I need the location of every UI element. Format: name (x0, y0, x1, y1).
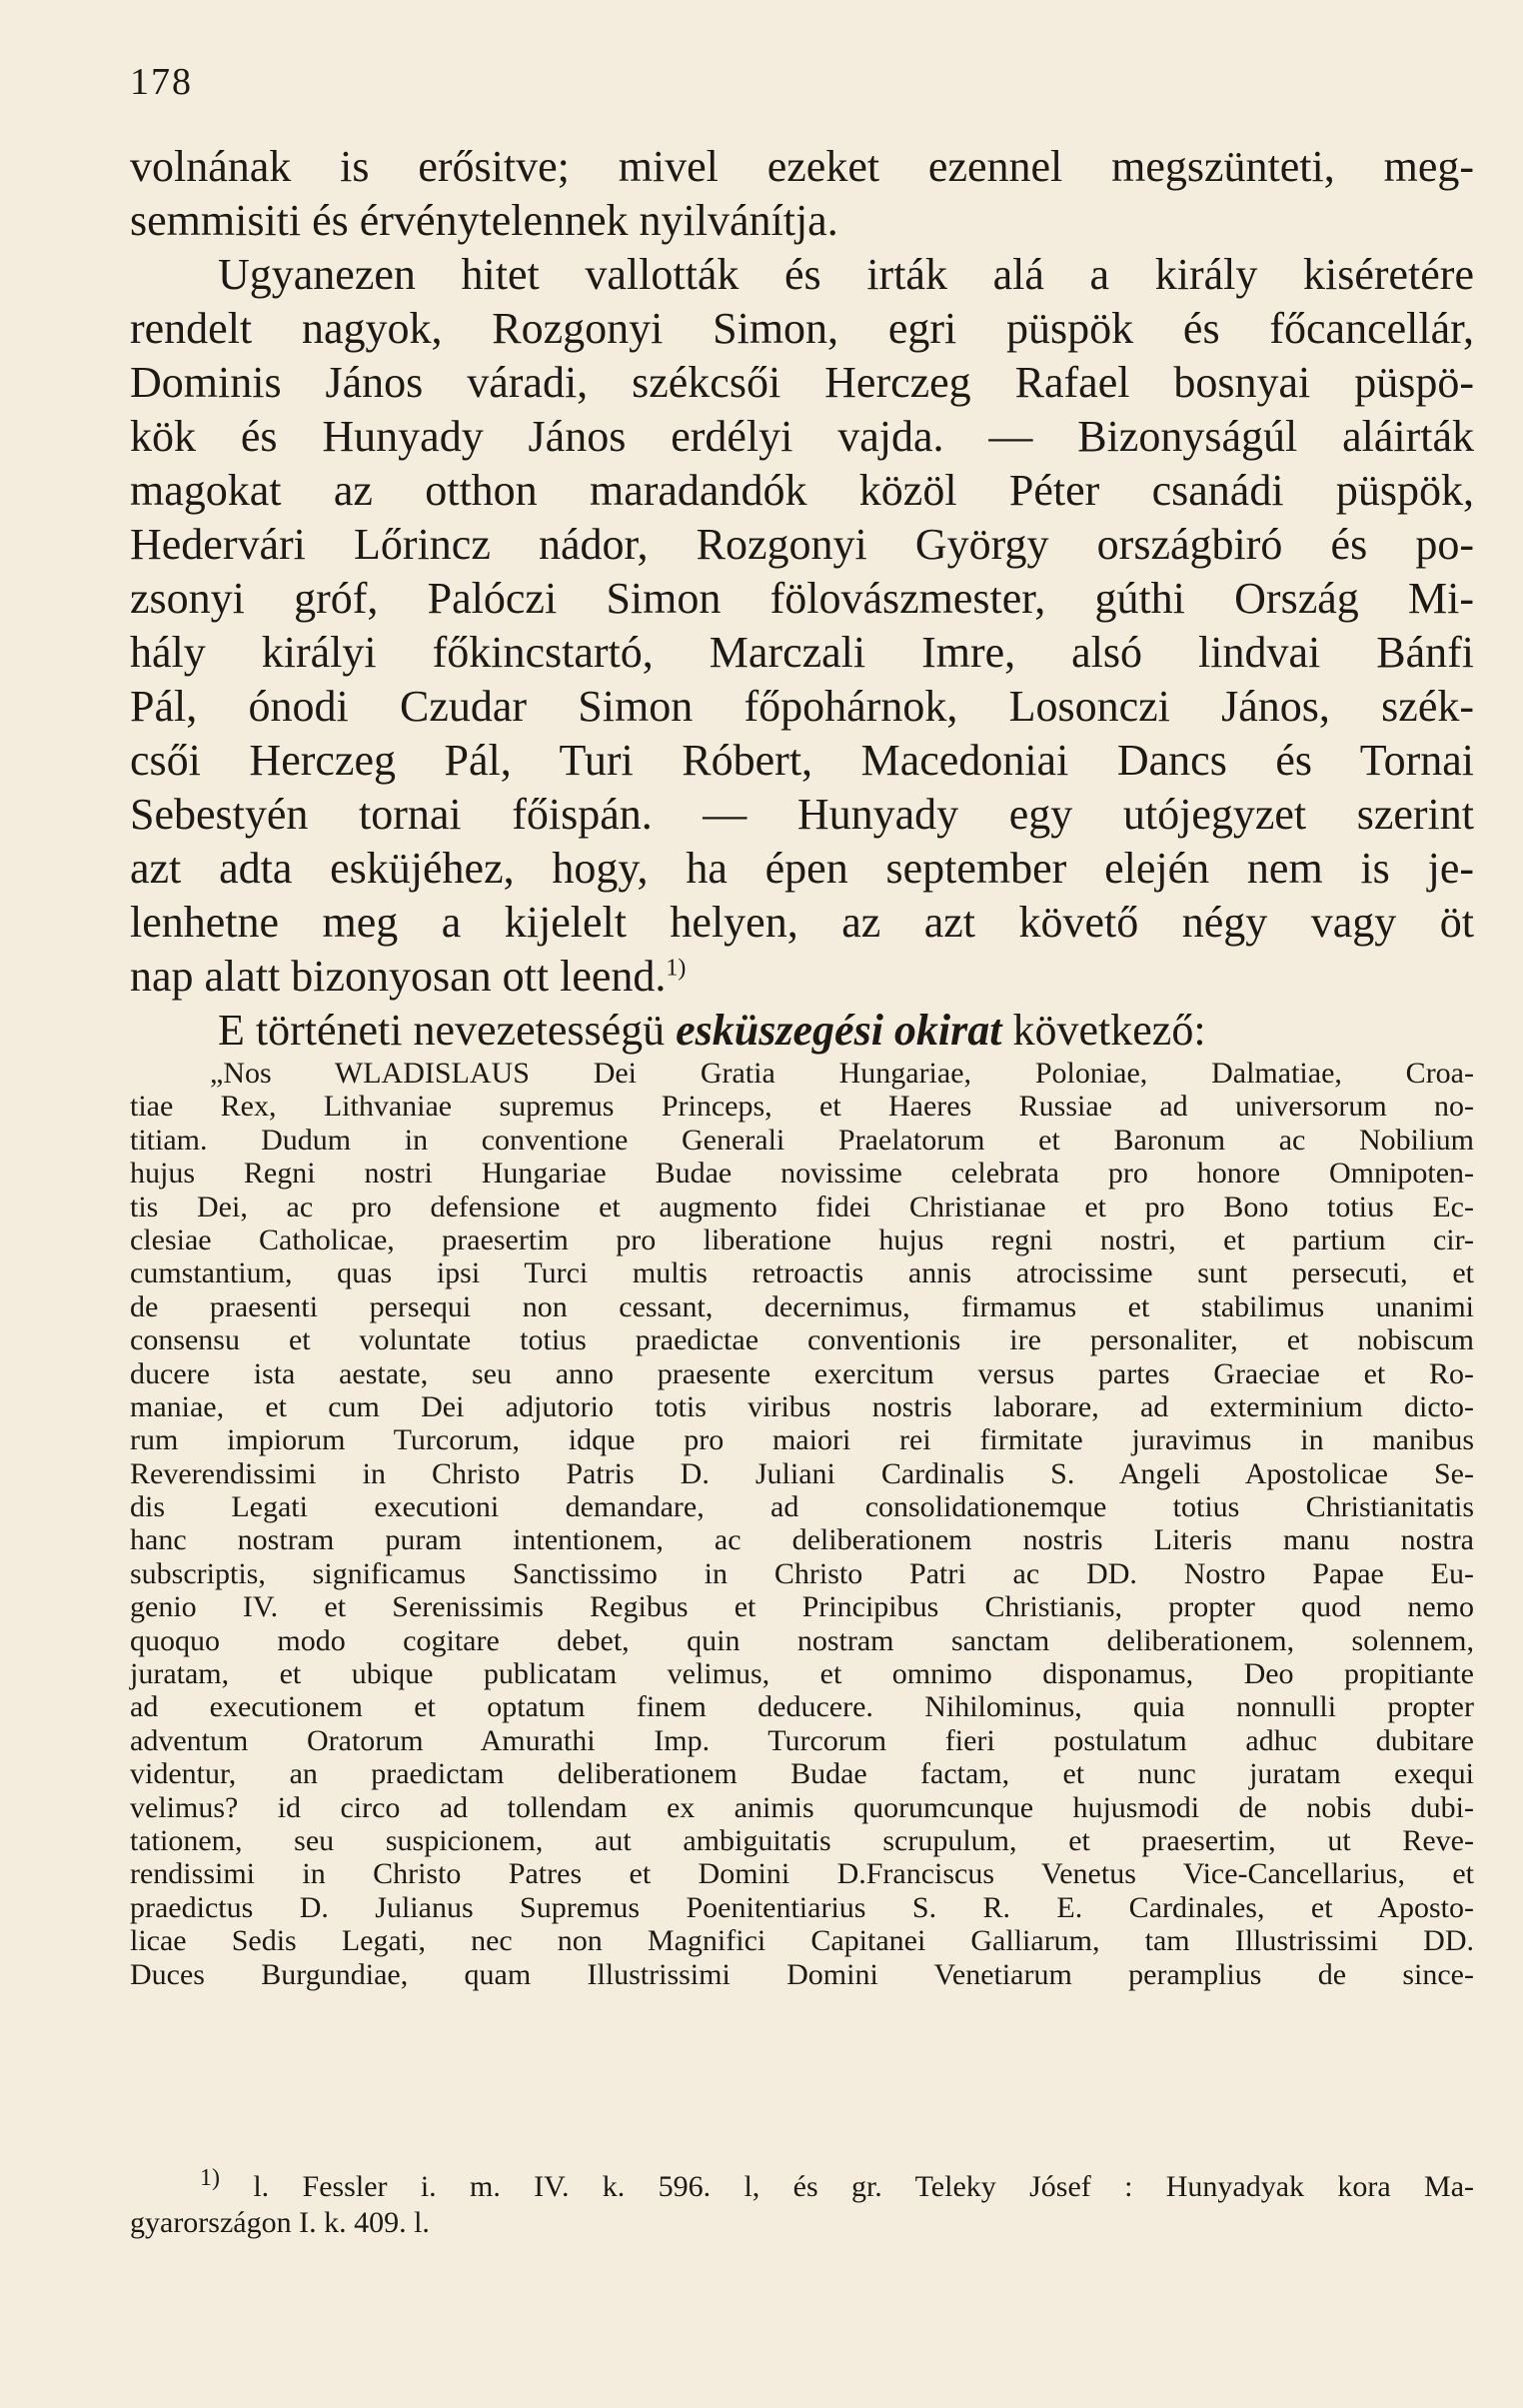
text-line: csői Herczeg Pál, Turi Róbert, Macedoniai Dancs és Tornai (130, 736, 1474, 785)
footnote-marker: 1) (200, 2165, 220, 2191)
latin-line: cumstantium, quas ipsi Turci multis retroactis annis atrocissime sunt persecuti, et (130, 1256, 1474, 1290)
footnote-block (130, 2165, 1475, 2241)
latin-line: tis Dei, ac pro defensione et augmento fidei Christianae et pro Bono totius Ec- (130, 1190, 1474, 1223)
latin-line: maniae, et cum Dei adjutorio totis viribus nostris laborare, ad exterminium dicto- (130, 1389, 1474, 1423)
text-line: Ugyanezen hitet vallották és irták alá a király kiséretére (218, 250, 1474, 299)
latin-line: videntur, an praedictam deliberationem Budae factam, et nunc juratam exequi (130, 1757, 1474, 1791)
latin-line: consensu et voluntate totius praedictae conventionis ire personaliter, et nobiscum (130, 1323, 1474, 1357)
text-line: Sebestyén tornai főispán. — Hunyady egy utójegyzet szerint (130, 790, 1474, 839)
latin-line: tationem, seu suspicionem, aut ambiguitatis scrupulum, et praesertim, ut Reve- (130, 1823, 1474, 1857)
latin-line: „Nos WLADISLAUS Dei Gratia Hungariae, Poloniae, Dalmatiae, Croa- (210, 1057, 1474, 1090)
latin-line: licae Sedis Legati, nec non Magnifici Capitanei Galliarum, tam Illustrissimi DD. (130, 1924, 1474, 1958)
footnote-line: gyarországon I. k. 409. l. (130, 2206, 430, 2239)
latin-line: praedictus D. Julianus Supremus Poenitentiarius S. R. E. Cardinales, et Aposto- (130, 1890, 1474, 1924)
latin-line: de praesenti persequi non cessant, decernimus, firmamus et stabilimus unanimi (130, 1289, 1474, 1323)
intro-emphasis: esküszegési okirat (676, 1006, 1002, 1055)
text-line: lenhetne meg a kijelelt helyen, az azt követő négy vagy öt (130, 898, 1474, 947)
latin-line: rum impiorum Turcorum, idque pro maiori rei firmitate juravimus in manibus (130, 1423, 1474, 1457)
text-line: nap alatt bizonyosan ott leend. (130, 952, 667, 1001)
latin-line: hujus Regni nostri Hungariae Budae novissime celebrata pro honore Omnipoten- (130, 1157, 1474, 1191)
latin-line: clesiae Catholicae, praesertim pro liberatione hujus regni nostri, et partium cir- (130, 1222, 1474, 1256)
text-line: Dominis János váradi, székcsői Herczeg Rafael bosnyai püspö- (130, 358, 1474, 407)
latin-line: tiae Rex, Lithvaniae supremus Princeps, et Haeres Russiae ad universorum no- (130, 1090, 1474, 1124)
latin-line: subscriptis, significamus Sanctissimo in Christo Patri ac DD. Nostro Papae Eu- (130, 1556, 1474, 1590)
intro-text-after: következő: (1012, 1006, 1206, 1055)
latin-line: velimus? id circo ad tollendam ex animis quorumcunque hujusmodi de nobis dubi- (130, 1790, 1474, 1824)
intro-text-before: E történeti nevezetességü (218, 1006, 666, 1055)
text-line: zsonyi gróf, Palóczi Simon fölovászmester, gúthi Ország Mi- (130, 574, 1474, 623)
latin-line: dis Legati executioni demandare, ad consolidationemque totius Christianitatis (130, 1490, 1474, 1524)
footnote-reference: 1) (666, 955, 687, 982)
text-line: azt adta esküjéhez, hogy, ha épen september elején nem is je- (130, 844, 1474, 893)
text-line: rendelt nagyok, Rozgonyi Simon, egri püspök és főcancellár, (130, 304, 1474, 353)
latin-line: titiam. Dudum in conventione Generali Praelatorum et Baronum ac Nobilium (130, 1123, 1474, 1157)
text-line: kök és Hunyady János erdélyi vajda. — Bizonyságúl aláirták (130, 412, 1474, 461)
latin-line: ducere ista aestate, seu anno praesente exercitum versus partes Graeciae et Ro- (130, 1356, 1474, 1390)
latin-line: hanc nostram puram intentionem, ac deliberationem nostris Literis manu nostra (130, 1523, 1474, 1557)
latin-line: adventum Oratorum Amurathi Imp. Turcorum fieri postulatum adhuc dubitare (130, 1723, 1474, 1757)
document-intro-line (130, 1004, 1474, 1058)
latin-line: quoquo modo cogitare debet, quin nostram sanctam deliberationem, solennem, (130, 1623, 1474, 1657)
text-line: hály királyi főkincstartó, Marczali Imre, alsó lindvai Bánfi (130, 628, 1474, 677)
latin-line: genio IV. et Serenissimis Regibus et Principibus Christianis, propter quod nemo (130, 1590, 1474, 1624)
footnote-text: l. Fessler i. m. IV. k. 596. l, és gr. Teleky Jósef : Hunyadyak kora Ma- (253, 2170, 1475, 2203)
text-line: semmisiti és érvénytelennek nyilvánítja. (130, 196, 838, 245)
text-line: Pál, ónodi Czudar Simon főpohárnok, Losonczi János, szék- (130, 682, 1474, 731)
text-line-with-footnote (130, 950, 1474, 1004)
footnote-line (130, 2165, 1475, 2205)
page-number: 178 (130, 61, 193, 103)
text-line: magokat az otthon maradandók közöl Péter csanádi püspök, (130, 466, 1474, 515)
text-line: volnának is erősitve; mivel ezeket ezennel megszünteti, meg- (130, 142, 1474, 191)
latin-line: juratam, et ubique publicatam velimus, et omnimo disponamus, Deo propitiante (130, 1657, 1474, 1691)
latin-document-block (130, 1057, 1474, 1991)
latin-line: Duces Burgundiae, quam Illustrissimi Domini Venetiarum peramplius de since- (130, 1957, 1474, 1991)
latin-line: rendissimi in Christo Patres et Domini D.Franciscus Venetus Vice-Cancellarius, et (130, 1857, 1474, 1891)
text-line: Hedervári Lőrincz nádor, Rozgonyi György országbiró és po- (130, 520, 1474, 569)
latin-line: Reverendissimi in Christo Patris D. Juliani Cardinalis S. Angeli Apostolicae Se- (130, 1456, 1474, 1490)
latin-line: ad executionem et optatum finem deducere. Nihilominus, quia nonnulli propter (130, 1690, 1474, 1724)
hungarian-text-block (130, 140, 1474, 1058)
